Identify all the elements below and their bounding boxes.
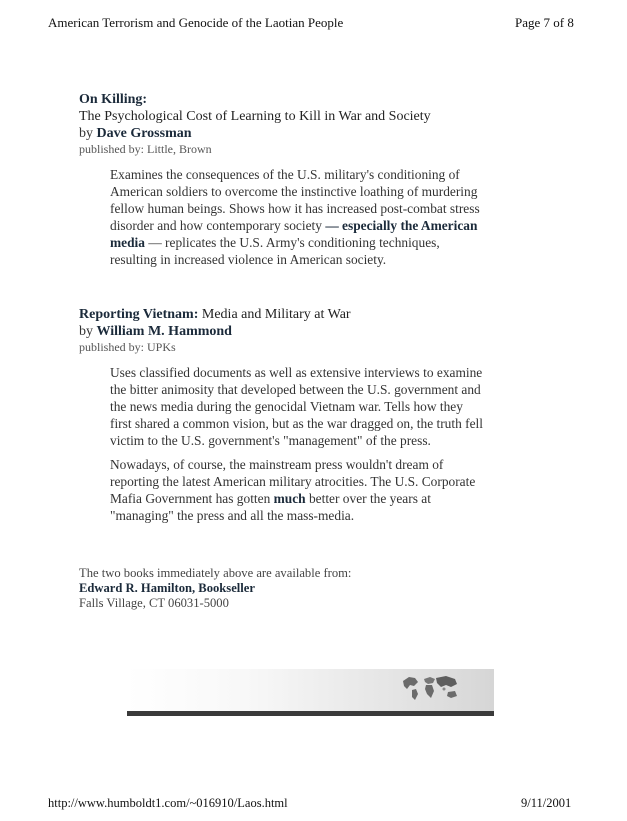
availability-block (79, 566, 479, 611)
book-commentary (110, 456, 510, 524)
by-label: by (79, 126, 97, 141)
book-title-line (79, 306, 519, 323)
seller-name: Edward R. Hamilton, Bookseller (79, 581, 255, 595)
book-title-line (79, 91, 519, 108)
description-line: Examines the consequences of the U.S. military's conditioning of (110, 167, 460, 182)
description-line (110, 490, 510, 507)
description-text: — replicates the U.S. Army's conditioning techniques, (144, 235, 440, 250)
description-line: American soldiers to overcome the instinctive loathing of murdering (110, 184, 478, 199)
description-line: the news media during the genocidal Vietnam war. Tells how they (110, 399, 463, 414)
description-text: better over the years at (305, 491, 431, 506)
description-line: first shared a common vision, but as the war dragged on, the truth fell (110, 416, 483, 431)
description-emphasis: much (273, 491, 306, 506)
book-author: William M. Hammond (96, 324, 232, 339)
description-text: disorder and how contemporary society (110, 218, 326, 233)
description-line (110, 234, 510, 251)
description-line: victim to the U.S. government's "management" of the press. (110, 433, 431, 448)
world-map-icon (400, 672, 462, 706)
book-subtitle: Media and Military at War (198, 307, 351, 322)
description-line: Uses classified documents as well as extensive interviews to examine (110, 365, 483, 380)
description-line: reporting the latest American military atrocities. The U.S. Corporate (110, 474, 476, 489)
book-description (110, 166, 510, 268)
description-line: fellow human beings. Shows how it has increased post-combat stress (110, 201, 480, 216)
page-number: Page 7 of 8 (515, 15, 574, 30)
book-entry-reporting-vietnam (79, 306, 519, 354)
book-title: Reporting Vietnam: (79, 307, 199, 322)
book-author-line (79, 125, 519, 142)
description-line (110, 217, 510, 234)
by-label: by (79, 324, 97, 339)
book-publisher: published by: UPKs (79, 340, 176, 354)
seller-address: Falls Village, CT 06031-5000 (79, 596, 229, 610)
description-line: Nowadays, of course, the mainstream press wouldn't dream of (110, 457, 444, 472)
book-title: On Killing: (79, 92, 148, 107)
book-author-line (79, 323, 519, 340)
description-line: "managing" the press and all the mass-media. (110, 508, 355, 523)
page-url: http://www.humboldt1.com/~016910/Laos.html (48, 796, 288, 810)
description-emphasis: media (110, 235, 145, 250)
description-line: the bitter animosity that developed between the U.S. government and (110, 382, 481, 397)
availability-intro: The two books immediately above are available from: (79, 566, 352, 580)
book-publisher: published by: Little, Brown (79, 142, 212, 156)
book-entry-on-killing (79, 91, 519, 156)
description-text: Mafia Government has gotten (110, 491, 274, 506)
banner-rule (127, 711, 494, 716)
description-emphasis: — especially the American (325, 218, 478, 233)
book-description (110, 364, 510, 449)
description-line: resulting in increased violence in American society. (110, 252, 387, 267)
book-author: Dave Grossman (96, 126, 192, 141)
print-date: 9/11/2001 (521, 796, 572, 810)
book-subtitle: The Psychological Cost of Learning to Kill in War and Society (79, 109, 431, 124)
page-header-title: American Terrorism and Genocide of the Laotian People (48, 15, 344, 30)
